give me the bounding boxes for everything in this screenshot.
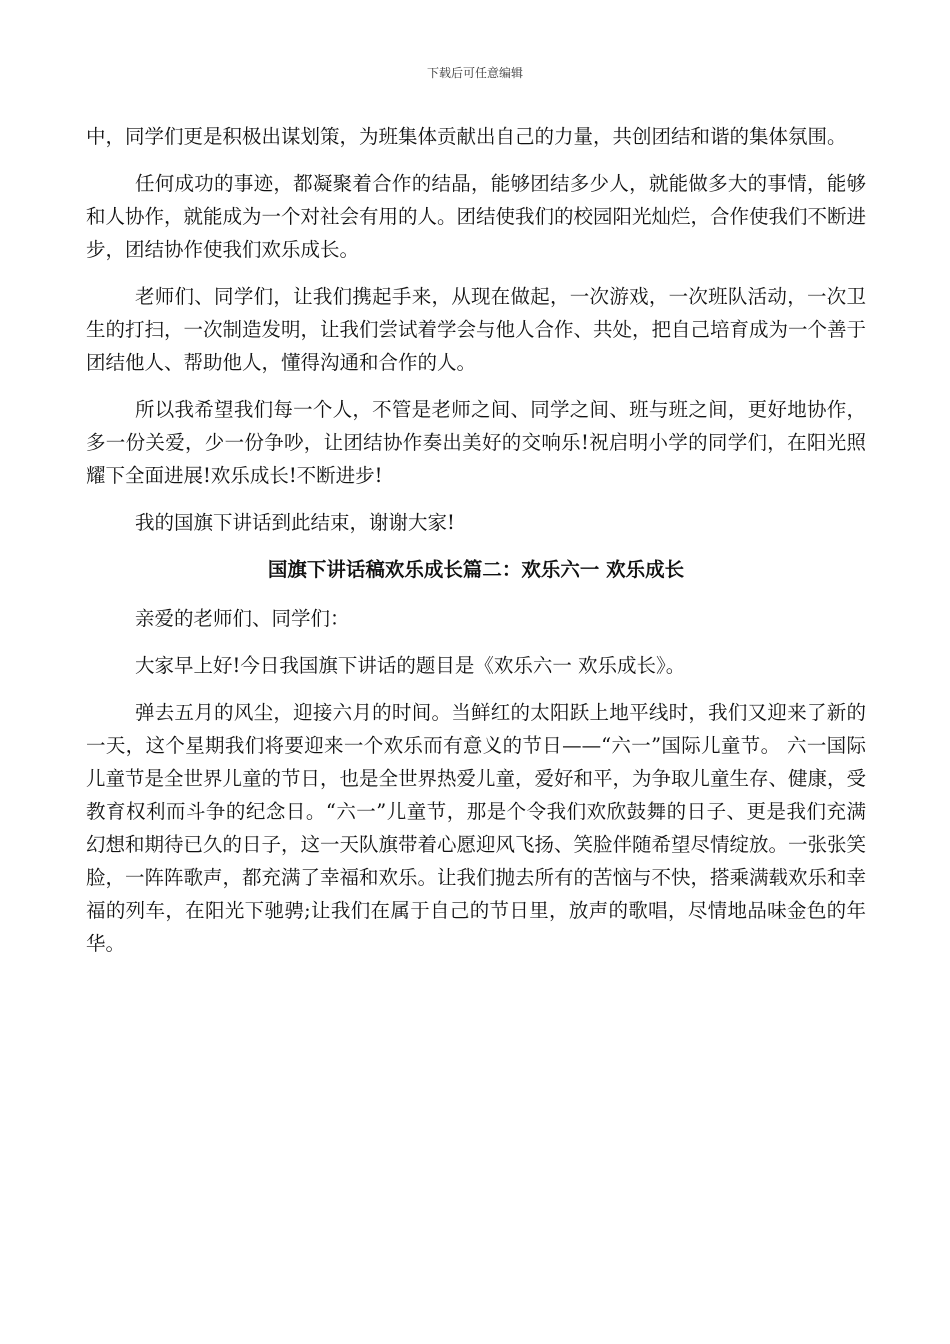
paragraph-wishes: 所以我希望我们每一个人，不管是老师之间、同学之间、班与班之间，更好地协作，多一份关爱，少一份争吵，让团结协作奏出美好的交响乐!祝启明小学的同学们，在阳光照耀下全面进展!欢乐成长!不断进步!: [86, 398, 866, 487]
paragraph-closing: 我的国旗下讲话到此结束，谢谢大家!: [135, 511, 455, 534]
paragraph-greeting: 大家早上好!今日我国旗下讲话的题目是《欢乐六一 欢乐成长》。: [135, 654, 686, 677]
paragraph-call-to-action: 老师们、同学们，让我们携起手来，从现在做起，一次游戏，一次班队活动，一次卫生的打扫，一次制造发明，让我们尝试着学会与他人合作、共处，把自己培育成为一个善于团结他人、帮助他人，懂得沟通和合作的人。: [86, 285, 867, 374]
paragraph-cooperation: 任何成功的事迹，都凝聚着合作的结晶，能够团结多少人，就能做多大的事情，能够和人协作，就能成为一个对社会有用的人。团结使我们的校园阳光灿烂，合作使我们不断进步，团结协作使我们欢乐成长。: [86, 172, 867, 261]
document-body: [86, 120, 866, 974]
section-heading: 国旗下讲话稿欢乐成长篇二：欢乐六一 欢乐成长: [267, 558, 685, 581]
header-note: 下载后可任意编辑: [426, 66, 523, 80]
paragraph-childrens-day: 弹去五月的风尘，迎接六月的时间。当鲜红的太阳跃上地平线时，我们又迎来了新的一天，这个星期我们将要迎来一个欢乐而有意义的节日——“六一”国际儿童节。 六一国际儿童节是全世界儿童的节日，也是全世界热爱儿童，爱好和平，为争取儿童生存、健康，受教育权利而斗争的纪念日。“六一”儿童节，那是个令我们欢欣鼓舞的日子、更是我们充满幻想和期待已久的日子，这一天队旗带着心愿迎风飞扬、笑脸伴随希望尽情绽放。一张张笑脸，一阵阵歌声，都充满了幸福和欢乐。让我们抛去所有的苦恼与不快，搭乘满载欢乐和幸福的列车，在阳光下驰骋;让我们在属于自己的节日里，放声的歌唱，尽情地品味金色的年华。: [86, 701, 867, 955]
paragraph-salutation: 亲爱的老师们、同学们：: [135, 607, 350, 630]
paragraph-continuation: 中，同学们更是积极出谋划策，为班集体贡献出自己的力量，共创团结和谐的集体氛围。: [86, 125, 847, 148]
